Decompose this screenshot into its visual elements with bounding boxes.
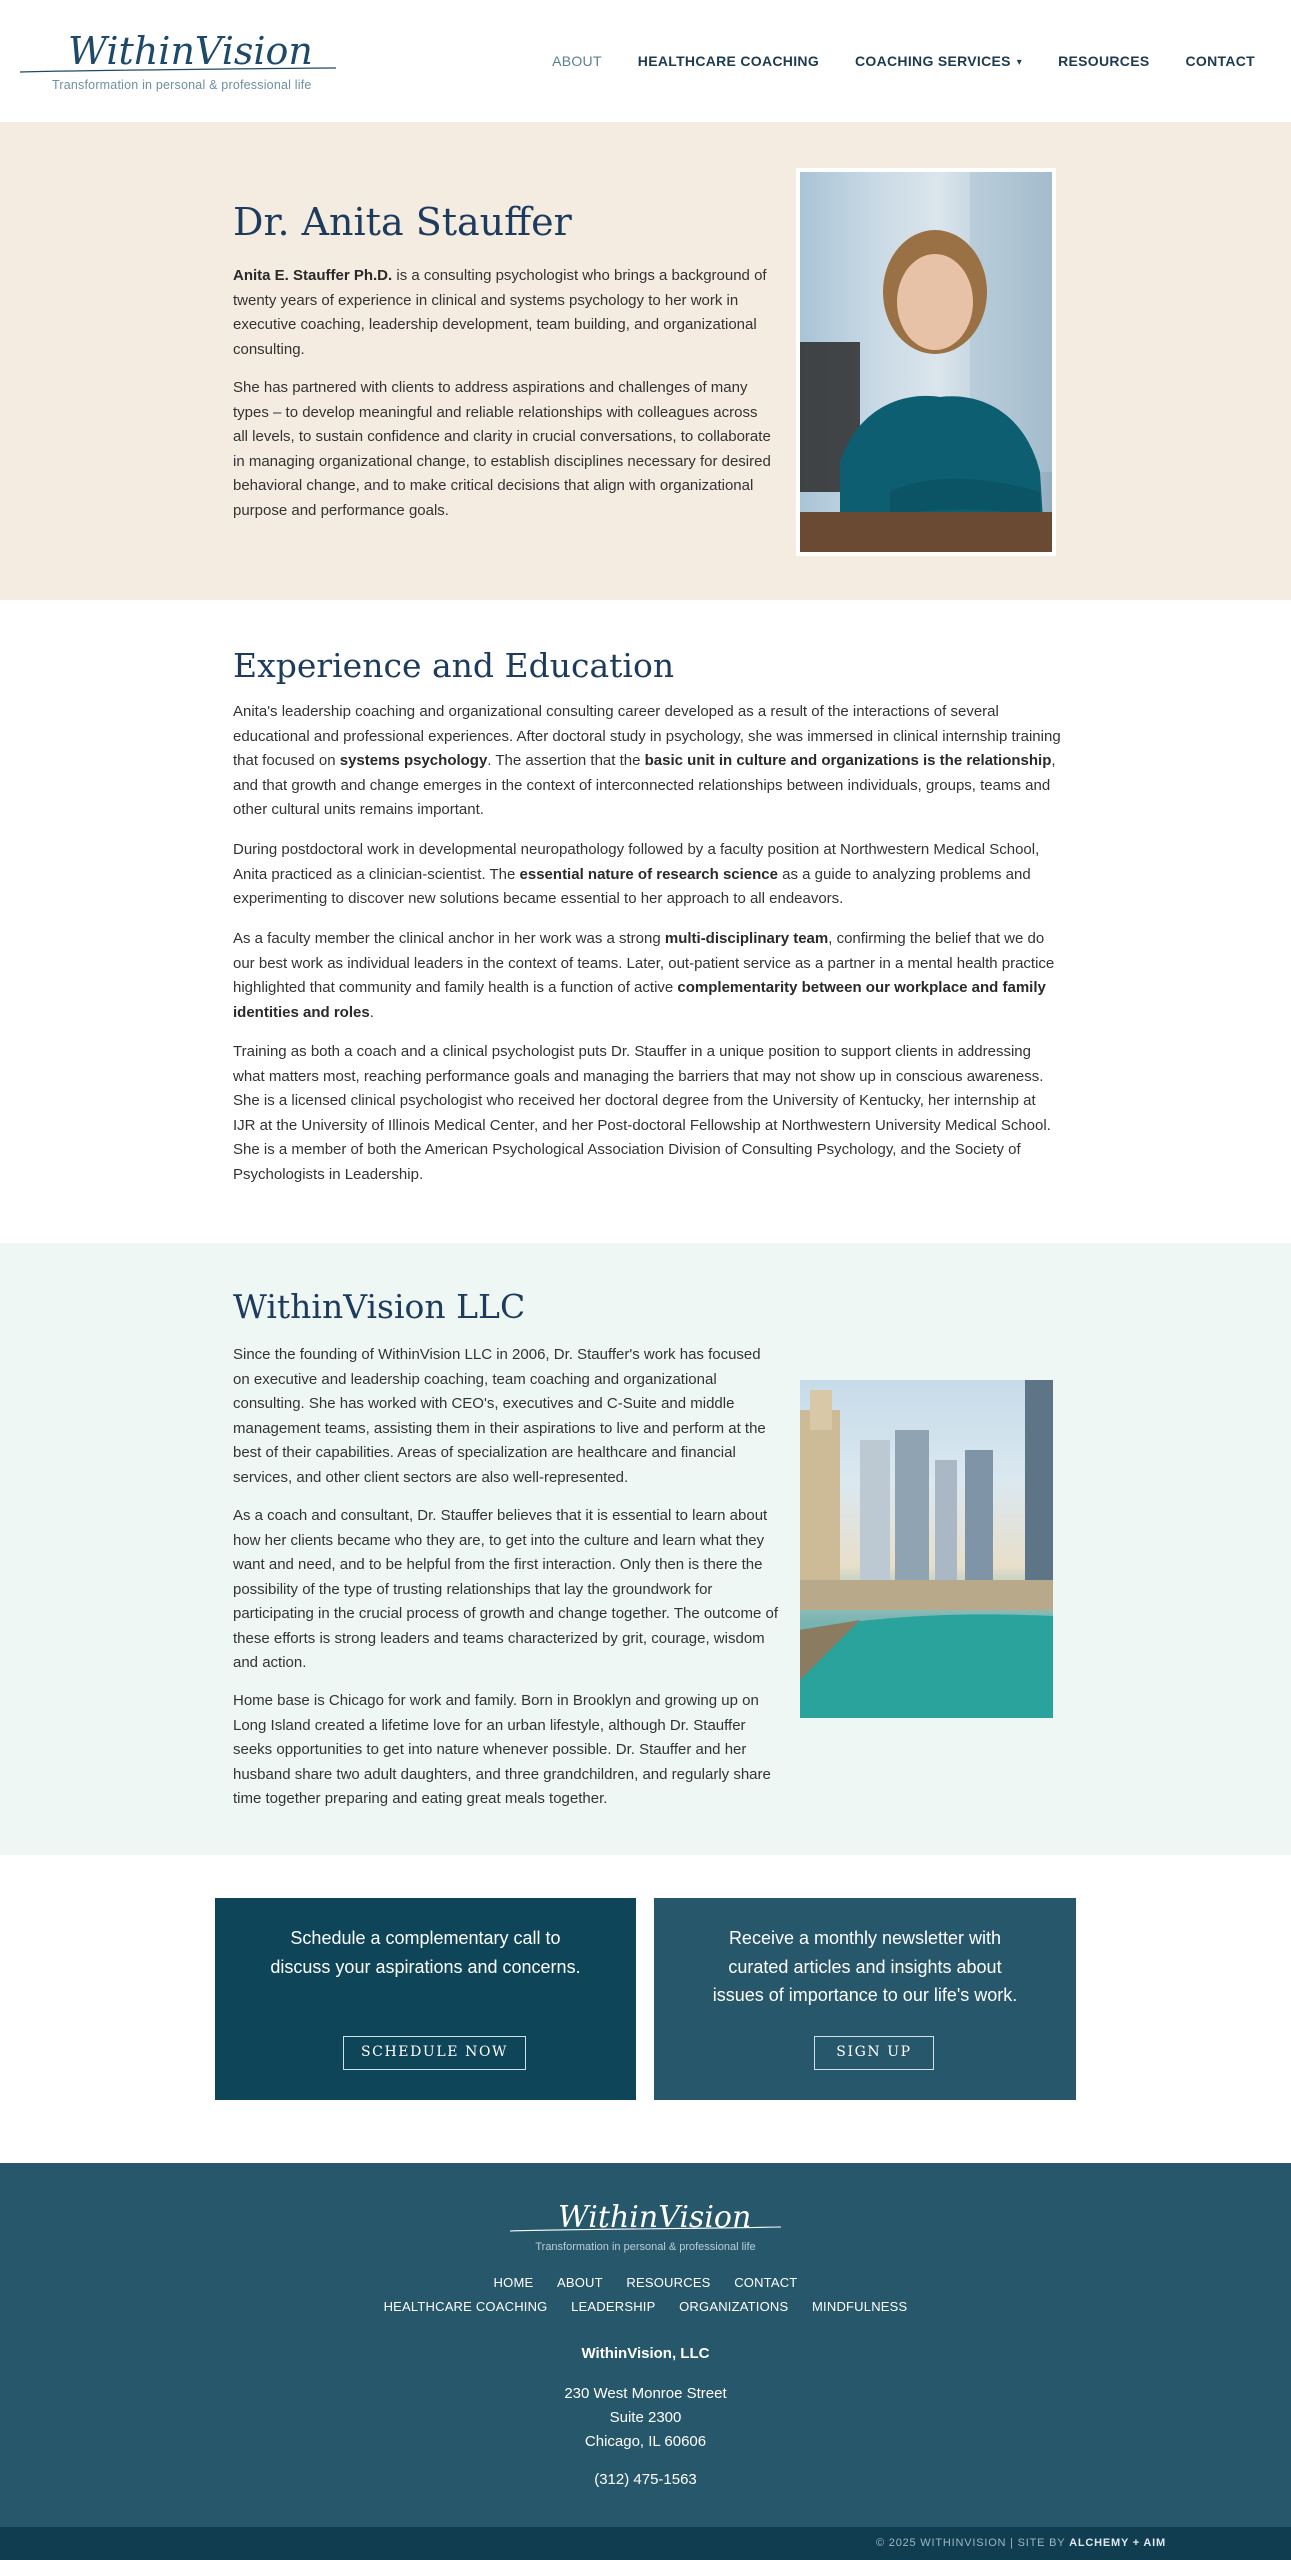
sign-up-button[interactable]: SIGN UP xyxy=(814,2036,934,2070)
site-logo[interactable] xyxy=(18,22,338,100)
logo-wordmark-icon xyxy=(18,22,338,82)
footer-nav-secondary xyxy=(0,2299,1291,2314)
experience-paragraph-1 xyxy=(233,700,1061,823)
emphasis: systems psychology xyxy=(339,752,488,769)
cta-line: Schedule a complementary call to xyxy=(290,1928,561,1948)
portrait-illustration-icon xyxy=(800,172,1052,552)
footer-link-organizations[interactable]: ORGANIZATIONS xyxy=(679,2299,789,2314)
footer-logo-wordmark-icon xyxy=(510,2193,781,2243)
hero-intro-text: is a consulting psychologist who brings a background of twenty years of experience in clinical and systems psychology to her work in executive coaching, leadership development, team building, and organizational consulting. xyxy=(233,267,767,358)
footer-link-home[interactable]: HOME xyxy=(493,2275,534,2290)
nav-coaching-services[interactable] xyxy=(855,53,1022,69)
footer-phone[interactable]: (312) 475-1563 xyxy=(594,2471,697,2488)
cta-schedule-card xyxy=(215,1898,636,2100)
site-footer xyxy=(0,2163,1291,2527)
emphasis: complementarity between our workplace and family identities and roles xyxy=(233,979,1046,1021)
text-run: During postdoctoral work in developmental neuropathology followed by a faculty position at Northwestern Medical School, Anita practiced as a clinician-scientist. The xyxy=(233,841,1040,883)
nav-coaching-services-label: COACHING SERVICES xyxy=(855,53,1011,69)
experience-section xyxy=(0,600,1291,1243)
footer-address-line-2: Suite 2300 xyxy=(609,2409,682,2426)
footer-company-name: WithinVision, LLC xyxy=(581,2345,710,2362)
main-nav xyxy=(516,53,1255,69)
copyright-label: © 2025 WITHINVISION | SITE BY xyxy=(876,2537,1070,2549)
experience-paragraph-2 xyxy=(233,838,1061,912)
nav-healthcare-coaching[interactable]: HEALTHCARE COACHING xyxy=(637,53,820,69)
portrait-photo xyxy=(796,168,1056,556)
cta-line: Receive a monthly newsletter with xyxy=(728,1928,1002,1948)
nav-resources[interactable]: RESOURCES xyxy=(1058,53,1150,69)
text-run: , and that growth and change emerges in the context of interconnected relationships between individuals, groups, teams and other cultural units remains important. xyxy=(233,752,1056,818)
text-run: . The assertion that the xyxy=(487,752,645,769)
footer-tagline: Transformation in personal & professional life xyxy=(535,2241,756,2253)
hero-section xyxy=(0,122,1291,600)
page-title: Dr. Anita Stauffer xyxy=(233,200,572,244)
schedule-now-button[interactable]: SCHEDULE NOW xyxy=(343,2036,526,2070)
emphasis: essential nature of research science xyxy=(519,865,778,883)
copyright-text xyxy=(876,2537,1166,2549)
site-credit-link[interactable]: ALCHEMY + AIM xyxy=(1069,2537,1166,2549)
svg-text:WithinVision: WithinVision xyxy=(558,2200,752,2235)
cta-newsletter-card xyxy=(654,1898,1076,2100)
experience-title: Experience and Education xyxy=(233,646,675,685)
experience-paragraph-3 xyxy=(233,927,1061,1025)
text-run: as a guide to analyzing problems and experimenting to discover new solutions became essential to her approach to all endeavors. xyxy=(233,865,1031,907)
cta-line: discuss your aspirations and concerns. xyxy=(270,1956,581,1977)
emphasis: multi-disciplinary team xyxy=(664,930,829,947)
footer-address-line-1: 230 West Monroe Street xyxy=(564,2385,727,2402)
footer-link-about[interactable]: ABOUT xyxy=(556,2275,603,2290)
cta-schedule-text xyxy=(255,1924,596,1981)
cta-line: issues of importance to our life's work. xyxy=(712,1985,1018,2005)
svg-text:WithinVision: WithinVision xyxy=(68,29,313,73)
site-header xyxy=(0,0,1291,122)
text-run: , confirming the belief that we do our best work as individual leaders in the context of teams. Later, out-patient service as a partner in a mental health practice highlighted that community and family health is a function of active xyxy=(233,930,1055,996)
text-run: . xyxy=(369,1003,374,1021)
hero-paragraph: She has partnered with clients to address aspirations and challenges of many types – to develop meaningful and reliable relationships with colleagues across all levels, to sustain confidence and clarity in crucial conversations, to collaborate in managing organizational change, to establish disciplines necessary for desired behavioral change, and to make critical decisions that align with organizational purpose and performance goals. xyxy=(233,379,771,519)
footer-link-resources[interactable]: RESOURCES xyxy=(626,2275,711,2290)
footer-link-mindfulness[interactable]: MINDFULNESS xyxy=(812,2299,908,2314)
llc-section xyxy=(0,1243,1291,1855)
llc-title: WithinVision LLC xyxy=(233,1287,526,1326)
nav-about[interactable]: ABOUT xyxy=(552,53,602,69)
footer-nav-primary xyxy=(0,2275,1291,2290)
llc-paragraph-2: As a coach and consultant, Dr. Stauffer believes that it is essential to learn about how her clients became who they are, to get into the culture and learn what they want and need, and to be helpful from the first interaction. Only then is there the possibility of the type of trusting relationships that lay the groundwork for participating in the crucial process of growth and change together. The outcome of these efforts is strong leaders and teams characterized by grit, courage, wisdom and action. xyxy=(233,1507,779,1671)
footer-link-leadership[interactable]: LEADERSHIP xyxy=(571,2299,656,2314)
nav-contact[interactable]: CONTACT xyxy=(1185,53,1255,69)
emphasis: basic unit in culture and organizations is the relationship xyxy=(644,752,1052,769)
text-run: As a faculty member the clinical anchor in her work was a strong xyxy=(233,930,665,947)
footer-link-healthcare-coaching[interactable]: HEALTHCARE COACHING xyxy=(383,2299,548,2314)
footer-bottom-bar xyxy=(0,2527,1291,2560)
footer-link-contact[interactable]: CONTACT xyxy=(734,2275,798,2290)
llc-paragraph-3: Home base is Chicago for work and family. Born in Brooklyn and growing up on Long Island created a lifetime love for an urban lifestyle, although Dr. Stauffer seeks opportunities to get into nature whenever possible. Dr. Stauffer and her husband share two adult daughters, and three grandchildren, and regularly share time together preparing and eating great meals together. xyxy=(233,1692,771,1807)
experience-paragraph-4: Training as both a coach and a clinical psychologist puts Dr. Stauffer in a unique position to support clients in addressing what matters most, reaching performance goals and managing the barriers that may not show up in conscious awareness. She is a licensed clinical psychologist who received her doctoral degree from the University of Kentucky, her internship at IJR at the University of Illinois Medical Center, and her Post-doctoral Fellowship at Northwestern University Medical School. She is a member of both the American Psychological Association Division of Consulting Psychology, and the Society of Psychologists in Leadership. xyxy=(233,1043,1051,1183)
city-skyline-illustration-icon xyxy=(800,1380,1053,1718)
chicago-river-photo xyxy=(800,1380,1053,1718)
cta-newsletter-text xyxy=(694,1924,1036,2010)
chevron-down-icon: ▾ xyxy=(1016,57,1023,68)
footer-address-line-3: Chicago, IL 60606 xyxy=(584,2433,707,2450)
hero-intro-name: Anita E. Stauffer Ph.D. xyxy=(233,267,393,284)
cta-line: curated articles and insights about xyxy=(728,1956,1002,1977)
text-run: Anita's leadership coaching and organizational consulting career developed as a result of the interactions of several educational and professional experiences. After doctoral study in psychology, she was immersed in clinical internship training that focused on xyxy=(233,703,1061,769)
llc-paragraph-1: Since the founding of WithinVision LLC in 2006, Dr. Stauffer's work has focused on executive and leadership coaching, team coaching and organizational consulting. She has worked with CEO's, executives and C-Suite and middle management teams, assisting them in their aspirations to live and perform at the best of their capabilities. Areas of specialization are healthcare and financial services, and other client sectors are also well-represented. xyxy=(233,1346,766,1486)
logo-tagline: Transformation in personal & professional life xyxy=(52,78,312,92)
hero-intro xyxy=(233,264,773,362)
